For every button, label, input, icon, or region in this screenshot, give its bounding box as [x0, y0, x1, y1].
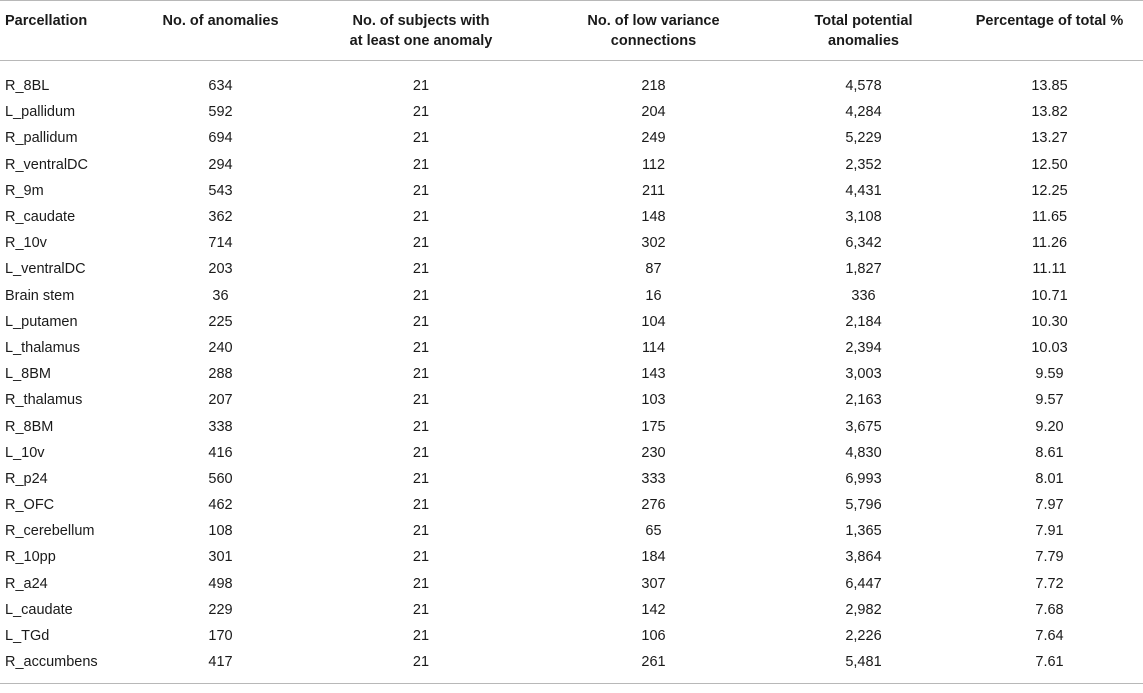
table-header: [0, 1, 1143, 61]
cell-total-potential: 4,431: [845, 182, 882, 199]
cell-subjects: 21: [412, 470, 430, 487]
cell-parcellation: L_putamen: [5, 313, 78, 330]
cell-low-variance: 112: [641, 156, 666, 173]
cell-parcellation: L_10v: [5, 444, 45, 461]
cell-total-potential: 2,394: [845, 339, 882, 356]
header-line: at least one anomaly: [349, 33, 493, 49]
cell-parcellation: R_thalamus: [5, 392, 83, 409]
cell-anomalies: 560: [208, 470, 233, 487]
cell-total-potential: 2,226: [845, 628, 882, 645]
cell-percentage: 8.61: [1035, 444, 1064, 461]
cell-percentage: 11.26: [1031, 235, 1068, 252]
cell-percentage: 7.79: [1035, 549, 1064, 566]
cell-parcellation: R_8BL: [5, 78, 50, 95]
cell-low-variance: 204: [641, 104, 666, 121]
cell-total-potential: 336: [851, 287, 876, 304]
cell-subjects: 21: [412, 182, 430, 199]
cell-anomalies: 362: [208, 209, 233, 226]
cell-anomalies: 229: [208, 601, 233, 618]
cell-subjects: 21: [412, 601, 430, 618]
cell-percentage: 13.82: [1031, 104, 1068, 121]
cell-total-potential: 3,003: [845, 366, 882, 383]
cell-low-variance: 103: [641, 392, 666, 409]
cell-total-potential: 3,108: [845, 209, 882, 226]
cell-parcellation: L_pallidum: [5, 104, 76, 121]
header-line: anomalies: [828, 33, 899, 49]
cell-subjects: 21: [412, 628, 430, 645]
table-row: [0, 518, 1143, 544]
cell-low-variance: 302: [641, 235, 666, 252]
cell-subjects: 21: [412, 444, 430, 461]
header-row: [0, 1, 1143, 61]
cell-total-potential: 2,352: [845, 156, 882, 173]
table-row: [0, 413, 1143, 439]
cell-anomalies: 592: [208, 104, 233, 121]
table-body: [0, 61, 1143, 684]
cell-percentage: 7.68: [1035, 601, 1064, 618]
cell-percentage: 7.61: [1035, 654, 1064, 671]
header-subjects-with-anomaly: [306, 1, 536, 61]
cell-parcellation: R_pallidum: [5, 130, 78, 147]
cell-percentage: 8.01: [1035, 470, 1064, 487]
table-row: [0, 387, 1143, 413]
cell-percentage: 11.65: [1031, 209, 1068, 226]
cell-subjects: 21: [412, 209, 430, 226]
table-row: [0, 230, 1143, 256]
cell-parcellation: R_OFC: [5, 497, 55, 514]
table-row: [0, 544, 1143, 570]
table-row: [0, 597, 1143, 623]
cell-parcellation: L_TGd: [5, 628, 50, 645]
cell-percentage: 7.72: [1035, 575, 1064, 592]
cell-subjects: 21: [412, 156, 430, 173]
header-line: connections: [610, 33, 697, 49]
table-row: [0, 125, 1143, 151]
table-row: [0, 649, 1143, 675]
cell-low-variance: 249: [641, 130, 666, 147]
table-row: [0, 361, 1143, 387]
cell-anomalies: 543: [208, 182, 233, 199]
cell-percentage: 13.85: [1031, 78, 1068, 95]
cell-subjects: 21: [412, 549, 430, 566]
cell-anomalies: 288: [208, 366, 233, 383]
cell-parcellation: R_p24: [5, 470, 48, 487]
cell-anomalies: 714: [208, 235, 233, 252]
cell-percentage: 10.71: [1031, 287, 1068, 304]
cell-low-variance: 148: [641, 209, 666, 226]
cell-parcellation: L_caudate: [5, 601, 73, 618]
cell-low-variance: 276: [641, 497, 666, 514]
cell-total-potential: 1,827: [845, 261, 882, 278]
cell-total-potential: 6,993: [845, 470, 882, 487]
header-line: No. of subjects with: [352, 13, 490, 29]
cell-percentage: 9.57: [1035, 392, 1064, 409]
cell-total-potential: 5,481: [845, 654, 882, 671]
cell-total-potential: 2,982: [845, 601, 882, 618]
cell-parcellation: L_ventralDC: [5, 261, 86, 278]
cell-anomalies: 416: [208, 444, 233, 461]
table-row: [0, 152, 1143, 178]
cell-parcellation: L_thalamus: [5, 339, 80, 356]
table-row: [0, 309, 1143, 335]
table-row: [0, 440, 1143, 466]
cell-parcellation: R_ventralDC: [5, 156, 88, 173]
table-row: [0, 623, 1143, 649]
cell-percentage: 9.59: [1035, 366, 1064, 383]
table-row: [0, 178, 1143, 204]
cell-total-potential: 3,675: [845, 418, 882, 435]
cell-anomalies: 207: [208, 392, 233, 409]
cell-anomalies: 498: [208, 575, 233, 592]
table-row: [0, 492, 1143, 518]
table-row: [0, 256, 1143, 282]
cell-low-variance: 230: [641, 444, 666, 461]
cell-subjects: 21: [412, 497, 430, 514]
header-percentage-of-total: [956, 1, 1143, 61]
cell-anomalies: 170: [208, 628, 233, 645]
cell-total-potential: 4,578: [845, 78, 882, 95]
cell-percentage: 10.30: [1031, 313, 1068, 330]
cell-low-variance: 143: [641, 366, 666, 383]
cell-total-potential: 2,184: [845, 313, 882, 330]
cell-anomalies: 694: [208, 130, 233, 147]
header-line: Total potential: [814, 13, 913, 29]
cell-subjects: 21: [412, 130, 430, 147]
cell-subjects: 21: [412, 418, 430, 435]
table-row: [0, 73, 1143, 99]
header-no-of-anomalies: [135, 1, 306, 61]
cell-anomalies: 634: [208, 78, 233, 95]
cell-anomalies: 301: [208, 549, 233, 566]
cell-percentage: 12.25: [1031, 182, 1068, 199]
cell-total-potential: 5,229: [845, 130, 882, 147]
table-bottom-rule: [0, 675, 1143, 684]
table-row: [0, 335, 1143, 361]
header-low-variance-connections: [536, 1, 771, 61]
cell-percentage: 7.97: [1035, 497, 1064, 514]
cell-total-potential: 6,342: [845, 235, 882, 252]
header-line: Parcellation: [5, 13, 88, 29]
cell-low-variance: 65: [645, 523, 662, 540]
cell-parcellation: Brain stem: [5, 287, 75, 304]
cell-anomalies: 240: [208, 339, 233, 356]
cell-low-variance: 333: [641, 470, 666, 487]
cell-percentage: 7.91: [1035, 523, 1064, 540]
cell-low-variance: 261: [641, 654, 666, 671]
cell-anomalies: 36: [212, 287, 229, 304]
cell-anomalies: 203: [208, 261, 233, 278]
cell-low-variance: 142: [641, 601, 666, 618]
header-line: No. of anomalies: [162, 13, 279, 29]
cell-low-variance: 106: [641, 628, 666, 645]
cell-low-variance: 175: [641, 418, 666, 435]
cell-percentage: 10.03: [1031, 339, 1068, 356]
cell-total-potential: 4,284: [845, 104, 882, 121]
cell-low-variance: 104: [641, 313, 666, 330]
cell-parcellation: R_accumbens: [5, 654, 98, 671]
table-spacer: [0, 61, 1143, 74]
header-parcellation: [0, 1, 135, 61]
table-row: [0, 99, 1143, 125]
cell-parcellation: R_10v: [5, 235, 47, 252]
cell-low-variance: 16: [645, 287, 662, 304]
cell-low-variance: 114: [641, 339, 666, 356]
table-row: [0, 204, 1143, 230]
cell-subjects: 21: [412, 104, 430, 121]
cell-total-potential: 5,796: [845, 497, 882, 514]
cell-percentage: 13.27: [1031, 130, 1068, 147]
cell-parcellation: R_8BM: [5, 418, 54, 435]
cell-percentage: 9.20: [1035, 418, 1064, 435]
cell-subjects: 21: [412, 339, 430, 356]
cell-percentage: 12.50: [1031, 156, 1068, 173]
header-line: No. of low variance: [587, 13, 720, 29]
cell-low-variance: 87: [645, 261, 662, 278]
cell-parcellation: R_9m: [5, 182, 44, 199]
cell-subjects: 21: [412, 366, 430, 383]
cell-low-variance: 307: [641, 575, 666, 592]
cell-subjects: 21: [412, 235, 430, 252]
cell-parcellation: R_cerebellum: [5, 523, 95, 540]
cell-total-potential: 4,830: [845, 444, 882, 461]
cell-subjects: 21: [412, 575, 430, 592]
cell-anomalies: 294: [208, 156, 233, 173]
cell-anomalies: 417: [208, 654, 233, 671]
cell-parcellation: L_8BM: [5, 366, 51, 383]
cell-anomalies: 462: [208, 497, 233, 514]
cell-total-potential: 1,365: [845, 523, 882, 540]
table-row: [0, 283, 1143, 309]
cell-subjects: 21: [412, 78, 430, 95]
header-line: Percentage of total %: [975, 13, 1124, 29]
cell-percentage: 7.64: [1035, 628, 1064, 645]
cell-low-variance: 184: [641, 549, 666, 566]
table-row: [0, 571, 1143, 597]
cell-anomalies: 225: [208, 313, 233, 330]
cell-anomalies: 108: [208, 523, 233, 540]
cell-subjects: 21: [412, 523, 430, 540]
cell-low-variance: 218: [641, 78, 666, 95]
cell-low-variance: 211: [641, 182, 666, 199]
cell-subjects: 21: [412, 654, 430, 671]
cell-percentage: 11.11: [1032, 261, 1067, 278]
cell-parcellation: R_10pp: [5, 549, 56, 566]
cell-subjects: 21: [412, 392, 430, 409]
header-total-potential-anomalies: [771, 1, 956, 61]
cell-total-potential: 3,864: [845, 549, 882, 566]
cell-parcellation: R_caudate: [5, 209, 76, 226]
cell-subjects: 21: [412, 287, 430, 304]
cell-total-potential: 6,447: [845, 575, 882, 592]
cell-total-potential: 2,163: [845, 392, 882, 409]
cell-subjects: 21: [412, 261, 430, 278]
cell-parcellation: R_a24: [5, 575, 48, 592]
table-row: [0, 466, 1143, 492]
cell-anomalies: 338: [208, 418, 233, 435]
cell-subjects: 21: [412, 313, 430, 330]
